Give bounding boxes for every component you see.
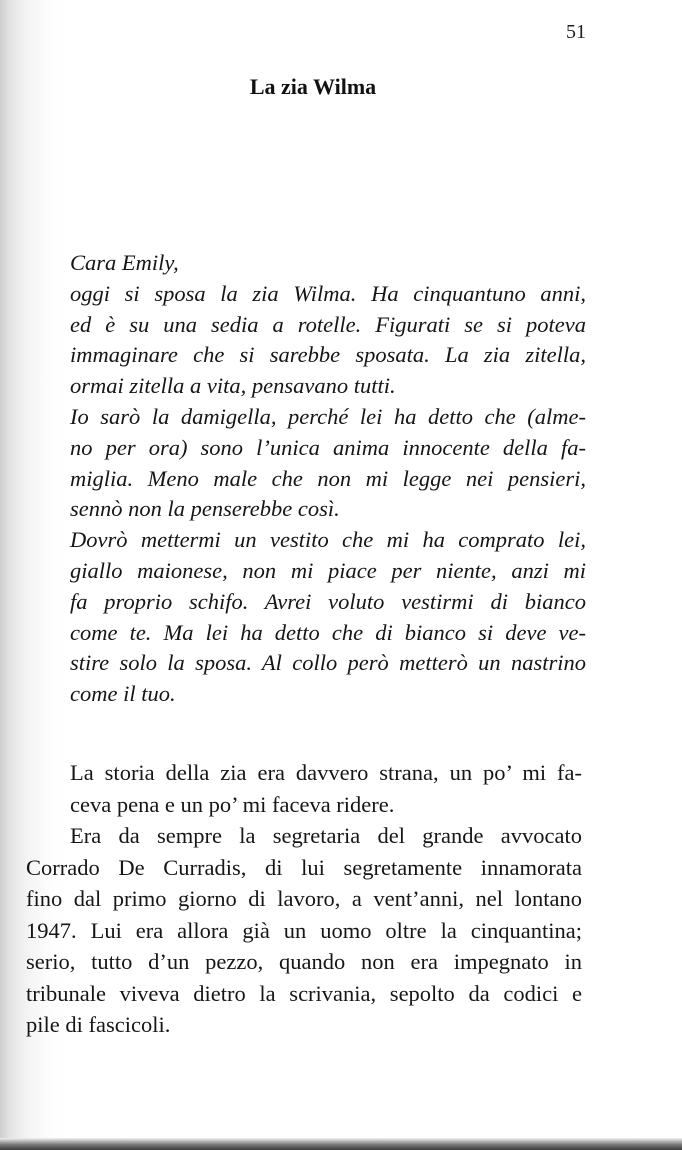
letter-line: immaginare che si sarebbe sposata. La zia zitella,	[70, 342, 586, 368]
text-line: 1947. Lui era allora già un uomo oltre la cinquantina;	[26, 917, 582, 943]
letter-line: fa proprio schifo. Avrei voluto vestirmi di bianco	[70, 588, 586, 614]
paragraph	[0, 820, 582, 1041]
letter-line: miglia. Meno male che non mi legge nei pensieri,	[70, 465, 586, 491]
letter-line: oggi si sposa la zia Wilma. Ha cinquantuno anni,	[70, 280, 586, 306]
text-line: La storia della zia era davvero strana, un po’ mi fa-	[70, 760, 582, 785]
page-number: 51	[566, 21, 586, 43]
letter-line: come te. Ma lei ha detto che di bianco si deve ve-	[70, 619, 586, 645]
letter-line: Dovrò mettermi un vestito che mi ha comprato lei,	[70, 527, 586, 553]
letter-line: ormai zitella a vita, pensavano tutti.	[70, 373, 396, 399]
letter-line: come il tuo.	[70, 681, 176, 707]
letter-line: ed è su una sedia a rotelle. Figurati se si poteva	[70, 311, 586, 337]
text-line: pile di fascicoli.	[26, 1012, 171, 1037]
text-line: serio, tutto d’un pezzo, quando non era impegnato in	[26, 949, 582, 974]
letter-line: Cara Emily,	[70, 250, 179, 275]
chapter-title: La zia Wilma	[249, 74, 377, 99]
letter-block	[70, 248, 586, 710]
text-line: tribunale viveva dietro la scrivania, sepolto da codici e	[26, 980, 582, 1006]
text-line: Era da sempre la segretaria del grande avvocato	[70, 823, 582, 848]
letter-line: Io sarò la damigella, perché lei ha detto che (alme-	[70, 403, 586, 429]
paragraph	[70, 757, 582, 820]
letter-line: no per ora) sono l’unica anima innocente della fa-	[70, 434, 586, 460]
text-line: fino dal primo giorno di lavoro, a vent’anni, nel lontano	[26, 886, 582, 911]
letter-line: sennò non la penserebbe così.	[70, 496, 340, 522]
letter-line: giallo maionese, non mi piace per niente, anzi mi	[70, 557, 586, 583]
text-line: Corrado De Curradis, di lui segretamente innamorata	[26, 854, 582, 880]
letter-line: stire solo la sposa. Al collo però metterò un nastrino	[70, 650, 586, 676]
text-line: ceva pena e un po’ mi faceva ridere.	[70, 791, 395, 817]
body-text	[0, 757, 582, 1041]
